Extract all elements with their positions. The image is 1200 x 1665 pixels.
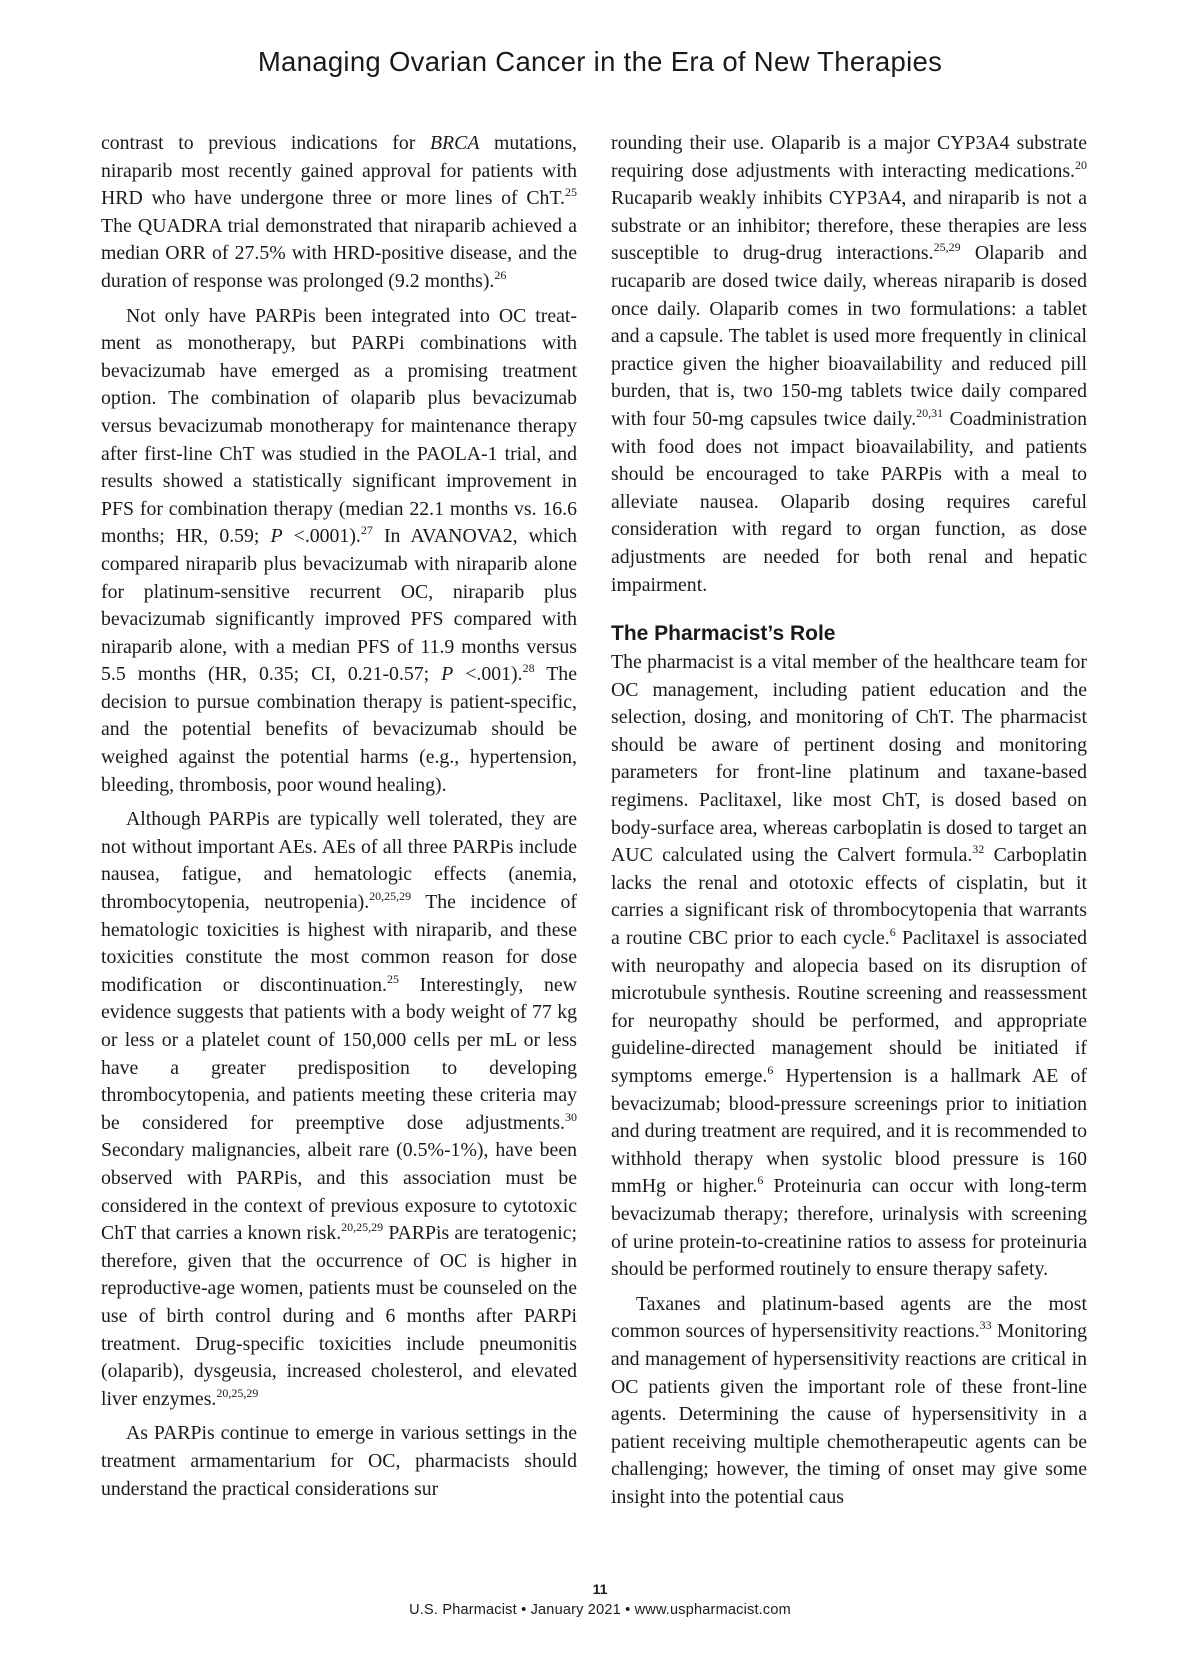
paragraph: rounding their use. Olaparib is a major CYP3A4 substrate requiring dose adjustments with interacting medications.$^{20}$ Rucaparib weakly inhibits CYP3A4, and niraparib is not a substrate or an inhibitor; therefore, these therapies are less susceptible to drug-drug interactions.$^{25,29}$ Olaparib and rucaparib are dosed twice daily, whereas niraparib is dosed once daily. Olaparib comes in two formulations: a tablet and a capsule. The tablet is used more frequently in clinical practice given the higher bioavailability and reduced pill burden, that is, two 150-mg tablets twice daily compared with four 50-mg capsules twice daily.$^{20,31}$ Coadministration with food does not impact bioavailability, and patients should be encouraged to take PARPis with a meal to alleviate nausea. Olaparib dosing requires careful consideration with regard to organ function, as dose adjustments are needed for both renal and hepatic impairment. [611,132,1087,596]
citation: 32 [972,842,985,857]
citation: 6 [889,925,896,940]
section-heading: The Pharmacist’s Role [611,622,836,646]
paragraph: contrast to previous indications for BRCA mutations, niraparib most recently gained approval for patients with HRD who have undergone three or more lines of ChT.$^{25}$ The QUADRA trial demonstrated that niraparib achieved a median ORR of 27.5% with HRD-positive disease, and the duration of response was prolonged (9.2 months).$^{26}$ [101,132,577,292]
paragraph: Although PARPis are typically well tolerated, they are not without important AEs. AEs of all three PARPis include nausea, fatigue, and hematologic effects (anemia, thrombocytopenia, neutropenia).$^{20,25,29}$ The incidence of hematologic toxicities is highest with niraparib, and these toxicities constitute the most common reason for dose modification or discontinuation.$^{25}$ Interestingly, new evidence suggests that patients with a body weight of 77 kg or less or a platelet count of 150,000 cells per mL or less have a greater predisposition to developing thrombocytopenia, and patients meeting these criteria may be considered for preemptive dose adjustments.$^{30}$ Secondary malignancies, albeit rare (0.5%-1%), have been observed with PARPis, and this association must be considered in the context of previous exposure to cytotoxic ChT that carries a known risk.$^{20,25,29}$ PARPis are teratogenic; therefore, given that the occurrence of OC is higher in reproductive-age women, patients must be counseled on the use of birth control during and 6 months after PARPi treatment. Drug-specific toxicities include pneumonitis (olaparib), dysgeusia, increased cholesterol, and elevated liver enzymes.$^{20,25,29}$ [101,808,577,1410]
paragraph: Not only have PARPis been integrated into OC treatment as monotherapy, but PARPi combinations with bevacizumab have emerged as a promising treatment option. The combination of olaparib plus bevacizumab versus bevacizumab monotherapy for maintenance therapy after first-line ChT was studied in the PAOLA-1 trial, and results showed a statistically significant improvement in PFS for combination therapy (median 22.1 months vs. 16.6 months; HR, 0.59; P <.0001).$^{27}$ In AVANOVA2, which compared niraparib plus bevacizumab with niraparib alone for platinum-sensitive recurrent OC, niraparib plus bevacizumab significantly improved PFS compared with niraparib alone, with a median PFS of 11.9 months versus 5.5 months (HR, 0.35; CI, 0.21-0.57; P <.001).$^{28}$ The decision to pursue combination therapy is patient-specific, and the potential benefits of bevacizumab should be weighed against the potential harms (e.g., hypertension, bleeding, thrombosis, poor wound healing). [101,304,577,796]
running-header: Managing Ovarian Cancer in the Era of New Therapies [257,46,943,77]
citation: 25,29 [933,240,961,255]
citation: 6 [757,1173,764,1188]
citation: 20 [1075,157,1087,172]
citation: 30 [565,1109,577,1124]
paragraph: As PARPis continue to emerge in various settings in the treatment armamentarium for OC, pharmacists should understand the practical considerations sur [101,1422,577,1500]
paragraph: The pharmacist is a vital member of the healthcare team for OC management, including patient education and the selection, dosing, and monitoring of ChT. The pharmacist should be aware of pertinent dosing and monitoring parameters for front-line platinum and taxane-based regimens. Paclitaxel, like most ChT, is dosed based on body-surface area, whereas carboplatin is dosed to target an AUC calculated using the Calvert formula.$^{32}$ Carboplatin lacks the renal and ototoxic effects of cisplatin, but it carries a significant risk of thrombocytopenia that warrants a routine CBC prior to each cycle.$^6$ Paclitaxel is associated with neuropathy and alopecia based on its disruption of microtubule synthesis. Routine screening and reassessment for neuropathy should be performed, and appropriate guideline-directed management should be initiated if symptoms emerge.$^6$ Hypertension is a hallmark AE of bevacizumab; blood-pressure screenings prior to initiation and during treatment are required, and it is recommended to withhold therapy when systolic blood pressure is 160 mmHg or higher.$^6$ Proteinuria can occur with long-term bevacizumab therapy; therefore, urinalysis with screening of urine protein-to-creatinine ratios to assess for proteinuria should be performed routinely to ensure therapy safety. [611,651,1087,1281]
citation: 27 [360,523,373,538]
citation: 26 [494,267,507,282]
left-column [101,130,577,1503]
citation: 25 [565,185,577,200]
citation: 25 [386,971,399,986]
right-column [611,130,1087,1512]
citation: 20,25,29 [216,1385,259,1400]
citation: 20,25,29 [341,1220,384,1235]
paragraph: Taxanes and platinum-based agents are the most common sources of hypersensitivity reactions.$^{33}$ Monitoring and management of hypersensitivity reactions are critical in OC patients given the important role of these front-line agents. Determining the cause of hypersensitivity in a patient receiving multiple chemotherapeutic agents can be challenging; however, the timing of onset may give some insight into the potential caus [611,1292,1087,1508]
publication-footer: U.S. Pharmacist • January 2021 • www.uspharmacist.com [409,1602,791,1618]
citation: 20,25,29 [369,889,412,904]
citation: 33 [979,1318,992,1333]
page-number: 11 [592,1581,608,1597]
citation: 6 [767,1063,774,1077]
citation: 28 [522,661,535,676]
citation: 20,31 [916,405,944,420]
